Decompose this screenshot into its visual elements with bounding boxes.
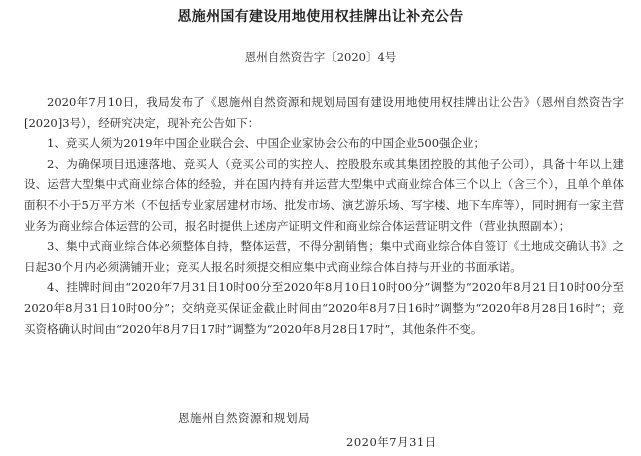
paragraph-item-2: 2、为确保项目迅速落地、竞买人（竞买公司的实控人、控股股东或其集团控股的其他子公司），具备十年以上建设、运营大型集中式商业综合体的经验，并在国内持有并运营大型集中式商业综合体三个以上（含三个），且单个单体面积不小于5万平方米（不包括专业家居建材市场、批发市场、演艺游乐场、写字楼、地下车库等），同时拥有一家主营业务为商业综合体运营的公司，报名时提供上述房产证明文件和商业综合体运营证明文件（营业执照副本）； <box>24 156 624 233</box>
page-title: 恩施州国有建设用地使用权挂牌出让补充公告 <box>177 9 464 25</box>
paragraph-intro: 2020年7月10日，我局发布了《恩施州自然资源和规划局国有建设用地使用权挂牌出让公告》（恩州自然资告字[2020]3号），经研究决定，现补充公告如下： <box>24 95 624 130</box>
document-number: 恩州自然资告字〔2020〕4号 <box>244 50 397 64</box>
announcement-body <box>24 92 624 339</box>
paragraph-item-4: 4、挂牌时间由“2020年7月31日10时00分至2020年8月10日10时00分”调整为“2020年8月21日10时00分至2020年8月31日10时00分”；交纳竞买保证金截止时间由“2020年8月7日16时”调整为“2020年8月28日16时”；竞买资格确认时间由“2020年8月7日17时”调整为“2020年8月28日17时”，其他条件不变。 <box>24 280 624 336</box>
paragraph-item-1: 1、竞买人须为2019年中国企业联合会、中国企业家协会公布的中国企业500强企业； <box>47 136 486 151</box>
issue-date: 2020年7月31日 <box>346 435 437 449</box>
issuer-signature: 恩施州自然资源和规划局 <box>178 411 310 425</box>
paragraph-item-3: 3、集中式商业综合体必须整体自持，整体运营，不得分割销售；集中式商业综合体自签订《土地成交确认书》之日起30个月内必须满铺开业；竞买人报名时须提交相应集中式商业综合体自持与开业的书面承诺。 <box>24 239 624 274</box>
